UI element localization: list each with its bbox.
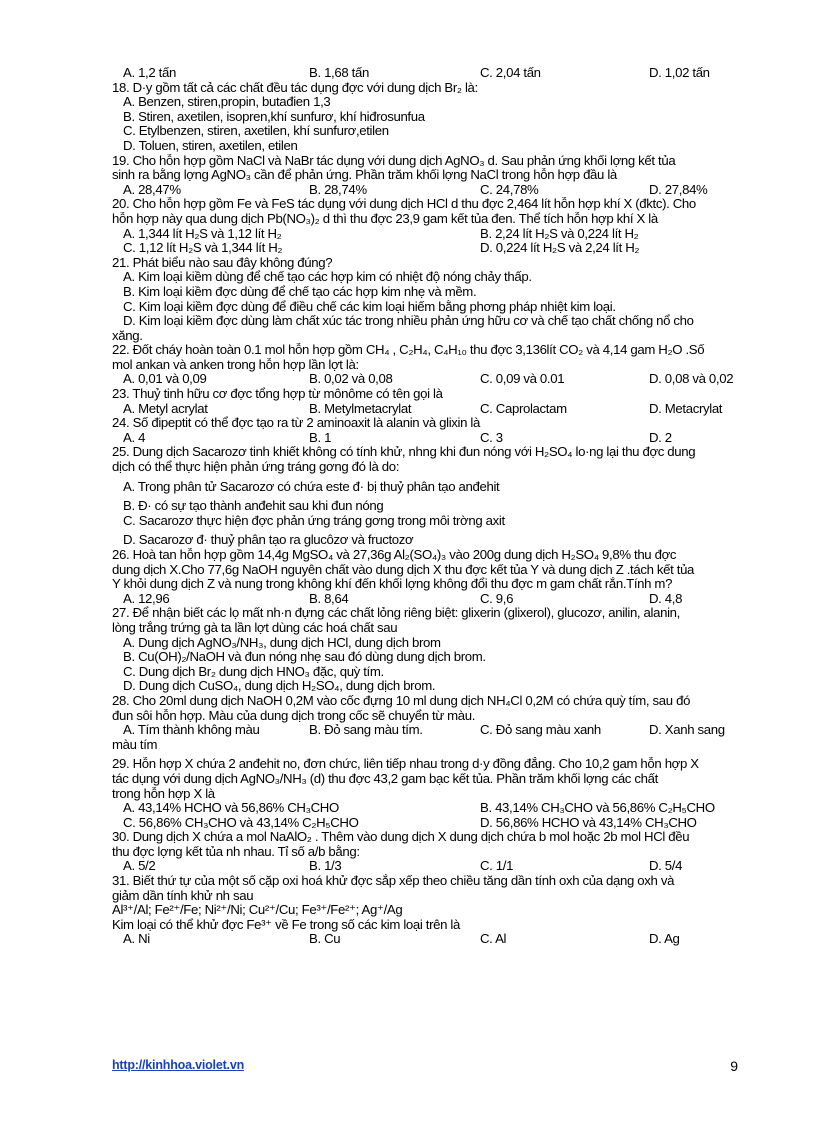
answer-option-c: C. 2,04 tấn [480, 65, 541, 80]
answer-option-b: B. 1,68 tấn [309, 65, 369, 80]
answer-options-row [112, 402, 742, 417]
question-line: dịch có thể thực hiện phản ứng tráng gơng đó là do: [112, 460, 400, 475]
page-number: 9 [730, 1058, 738, 1074]
answer-options-row [112, 227, 742, 242]
answer-options-row [112, 372, 742, 387]
question-line: 24. Số đipeptit có thể đợc tạo ra từ 2 aminoaxit là alanin và glixin là [112, 416, 480, 431]
question-line: 25. Dung dịch Sacarozơ tinh khiết không có tính khử, nhng khi đun nóng với H₂SO₄ lo·ng lại thu đợc dung [112, 445, 696, 460]
question-line: giảm dần tính khử nh sau [112, 888, 254, 903]
answer-option-c: C. Đỏ sang màu xanh [480, 722, 601, 738]
option-line: C. Dung dịch Br₂ dung dịch HNO₃ đặc, quỳ tím. [123, 664, 384, 679]
question-line: 29. Hỗn hợp X chứa 2 anđehit no, đơn chức, liên tiếp nhau trong d·y đồng đẳng. Cho 10,2 gam hỗn hợp X [112, 757, 699, 772]
answer-options-row [112, 859, 742, 874]
answer-options-row [112, 801, 742, 816]
answer-option-d: D. 5/4 [649, 858, 683, 874]
answer-option-b: B. 0,02 và 0,08 [309, 371, 393, 387]
option-line: A. Benzen, stiren,propin, butađien 1,3 [123, 95, 331, 110]
option-line: B. Stiren, axetilen, isopren,khí sunfurơ, khí hiđrosunfua [123, 109, 425, 124]
answer-option-d: D. 0,08 và 0,02 [649, 371, 734, 387]
option-line: C. Kim loại kiềm đợc dùng để điều chế các kim loại hiếm bằng phơng pháp nhiệt kim loại. [123, 299, 616, 314]
question-line: 18. D·y gồm tất cả các chất đều tác dụng đợc với dung dịch Br₂ là: [112, 80, 478, 95]
answer-option-d: D. 4,8 [649, 590, 683, 606]
document-body [112, 66, 742, 947]
answer-option-c: C. 1/1 [480, 858, 514, 874]
question-line: Kim loại có thể khử đợc Fe³⁺ về Fe trong số các kim loại trên là [112, 917, 460, 932]
answer-option-a: A. 1,344 lít H₂S và 1,12 lít H₂ [123, 225, 282, 241]
option-line: A. Trong phân tử Sacarozơ có chứa este đ· bị thuỷ phân tạo anđehit [123, 479, 500, 494]
question-line: Y khỏi dung dịch Z và nung trong không khí đến khối lợng không đổi thu đợc m gam chất rắn.Tính m? [112, 577, 673, 592]
answer-option-d: D. Ag [649, 931, 680, 947]
question-line: hỗn hợp này qua dung dịch Pb(NO₃)₂ d thì thu đợc 23,9 gam kết tủa đen. Thể tích hỗn hợp khí X là [112, 211, 658, 226]
option-line: B. Đ· có sự tạo thành anđehit sau khi đun nóng [123, 499, 384, 514]
answer-option-a: A. 43,14% HCHO và 56,86% CH₃CHO [123, 800, 339, 816]
question-line: 26. Hoà tan hỗn hợp gồm 14,4g MgSO₄ và 27,36g Al₂(SO₄)₃ vào 200g dung dịch H₂SO₄ 9,8% thu đợc [112, 548, 677, 562]
question-line: màu tím [112, 737, 158, 752]
question-line: 19. Cho hỗn hợp gồm NaCl và NaBr tác dụng với dung dịch AgNO₃ d. Sau phản ứng khối lợng kết tủa [112, 153, 676, 168]
answer-options-row [112, 723, 742, 738]
footer-link[interactable]: http://kinhhoa.violet.vn [112, 1058, 245, 1072]
question-line: 23. Thuỷ tinh hữu cơ đợc tổng hợp từ mônôme có tên gọi là [112, 387, 443, 402]
answer-option-a: A. 5/2 [123, 858, 156, 874]
answer-option-a: A. 1,2 tấn [123, 65, 176, 80]
option-line: C. Etylbenzen, stiren, axetilen, khí sunfurơ,etilen [123, 124, 389, 139]
question-line: 30. Dung dịch X chứa a mol NaAlO₂ . Thêm vào dung dịch X dung dịch chứa b mol hoặc 2b mol HCl đều [112, 830, 690, 845]
answer-option-a: C. 56,86% CH₃CHO và 43,14% C₂H₅CHO [123, 814, 359, 830]
answer-option-c: C. 3 [480, 429, 503, 445]
answer-option-c: C. 9,6 [480, 590, 514, 606]
answer-option-c: C. Caprolactam [480, 400, 567, 416]
question-line: thu đợc lợng kết tủa nh nhau. Tỉ số a/b bằng: [112, 844, 360, 859]
answer-option-b: B. Đỏ sang màu tím. [309, 722, 423, 738]
answer-option-a: A. Ni [123, 931, 150, 947]
answer-option-d: D. Metacrylat [649, 400, 723, 416]
answer-options-row [112, 592, 742, 607]
option-line: A. Kim loại kiềm dùng để chế tạo các hợp kim có nhiệt độ nóng chảy thấp. [123, 270, 532, 285]
answer-option-d: D. Xanh sang [649, 722, 725, 738]
question-line: xăng. [112, 328, 143, 343]
answer-option-b: B. 28,74% [309, 181, 367, 197]
answer-option-d: D. 1,02 tấn [649, 65, 710, 80]
question-line: 28. Cho 20ml dung dịch NaOH 0,2M vào cốc đựng 10 ml dung dịch NH₄Cl 0,2M có chứa quỳ tím, sau đó [112, 693, 691, 708]
question-line: tác dụng với dung dịch AgNO₃/NH₃ (d) thu đợc 43,2 gam bạc kết tủa. Phần trăm khối lợng các chất [112, 771, 658, 786]
question-line: trong hỗn hợp X là [112, 786, 215, 801]
answer-option-d: D. 2 [649, 429, 672, 445]
answer-option-b: B. Metylmetacrylat [309, 400, 412, 416]
question-line: sinh ra bằng lợng AgNO₃ cần để phản ứng. Phần trăm khối lợng NaCl trong hỗn hợp đầu là [112, 168, 617, 183]
option-line: D. Toluen, stiren, axetilen, etilen [123, 138, 298, 153]
answer-options-row [112, 66, 742, 81]
answer-options-row [112, 183, 742, 198]
option-line: B. Kim loại kiềm đợc dùng để chế tạo các hợp kim nhẹ và mềm. [123, 284, 477, 299]
option-line: A. Dung dịch AgNO₃/NH₃, dung dịch HCl, dung dịch brom [123, 635, 441, 650]
page-footer [112, 1058, 742, 1076]
answer-option-d: D. 27,84% [649, 181, 708, 197]
question-line: đun sôi hỗn hợp. Màu của dung dịch trong cốc sẽ chuyển từ màu. [112, 708, 476, 723]
answer-options-row [112, 932, 742, 947]
answer-option-b: B. 1/3 [309, 858, 342, 874]
answer-option-b: B. 43,14% CH₃CHO và 56,86% C₂H₅CHO [480, 800, 715, 816]
answer-option-a: A. 0,01 và 0,09 [123, 371, 207, 387]
answer-options-row [112, 241, 742, 256]
question-line: mol ankan và anken trong hỗn hợp lần lợt là: [112, 357, 359, 372]
option-line: B. Cu(OH)₂/NaOH và đun nóng nhẹ sau đó dùng dung dịch brom. [123, 650, 486, 665]
option-line: C. Sacarozơ thực hiện đợc phản ứng tráng gơng trong môi trờng axit [123, 513, 505, 528]
option-line: D. Sacarozơ đ· thuỷ phân tạo ra glucôzơ và fructozơ [123, 533, 414, 548]
answer-option-a: A. 28,47% [123, 181, 181, 197]
question-line: 21. Phát biểu nào sau đây không đúng? [112, 255, 333, 270]
option-line: D. Kim loại kiềm đợc dùng làm chất xúc tác trong nhiều phản ứng hữu cơ và chế tạo chất chống nổ cho [123, 314, 694, 329]
answer-option-c: C. 24,78% [480, 181, 539, 197]
answer-option-b: B. 1 [309, 429, 332, 445]
answer-option-b: B. Cu [309, 931, 341, 947]
question-line: lòng trắng trứng gà ta lần lợt dùng các hoá chất sau [112, 620, 398, 635]
answer-option-c: C. 0,09 và 0.01 [480, 371, 565, 387]
answer-option-c: C. Al [480, 931, 507, 947]
answer-option-a: C. 1,12 lít H₂S và 1,344 lít H₂ [123, 240, 283, 256]
question-line: 27. Để nhận biết các lọ mất nh·n đựng các chất lỏng riêng biệt: glixerin (glixerol), glucozơ, anilin, alanin, [112, 606, 680, 621]
option-line: D. Dung dịch CuSO₄, dung dịch H₂SO₄, dung dịch brom. [123, 679, 436, 694]
answer-option-a: A. 12,96 [123, 590, 170, 606]
answer-option-b: D. 56,86% HCHO và 43,14% CH₃CHO [480, 814, 697, 830]
answer-option-a: A. Tím thành không màu [123, 722, 260, 738]
question-line: Al³⁺/Al; Fe²⁺/Fe; Ni²⁺/Ni; Cu²⁺/Cu; Fe³⁺/Fe²⁺; Ag⁺/Ag [112, 903, 403, 918]
question-line: 31. Biết thứ tự của một số cặp oxi hoá khử đợc sắp xếp theo chiều tăng dần tính oxh của dạng oxh và [112, 874, 675, 889]
answer-option-a: A. Metyl acrylat [123, 400, 208, 416]
answer-options-row [112, 431, 742, 446]
answer-options-row [112, 816, 742, 831]
question-line: 22. Đốt cháy hoàn toàn 0.1 mol hỗn hợp gồm CH₄ , C₂H₄, C₄H₁₀ thu đợc 3,136lít CO₂ và 4,14 gam H₂O .Số [112, 343, 705, 358]
question-line: 20. Cho hỗn hợp gồm Fe và FeS tác dụng với dung dịch HCl d thu đợc 2,464 lít hỗn hợp khí X (đktc). Cho [112, 197, 696, 212]
question-line: dung dịch X.Cho 77,6g NaOH nguyên chất vào dung dịch X thu đợc kết tủa Y và dung dịch Z .tách kết tủa [112, 562, 695, 577]
answer-option-a: A. 4 [123, 429, 146, 445]
answer-option-b: B. 8,64 [309, 590, 349, 606]
answer-option-b: B. 2,24 lít H₂S và 0,224 lít H₂ [480, 225, 639, 241]
answer-option-b: D. 0,224 lít H₂S và 2,24 lít H₂ [480, 240, 640, 256]
